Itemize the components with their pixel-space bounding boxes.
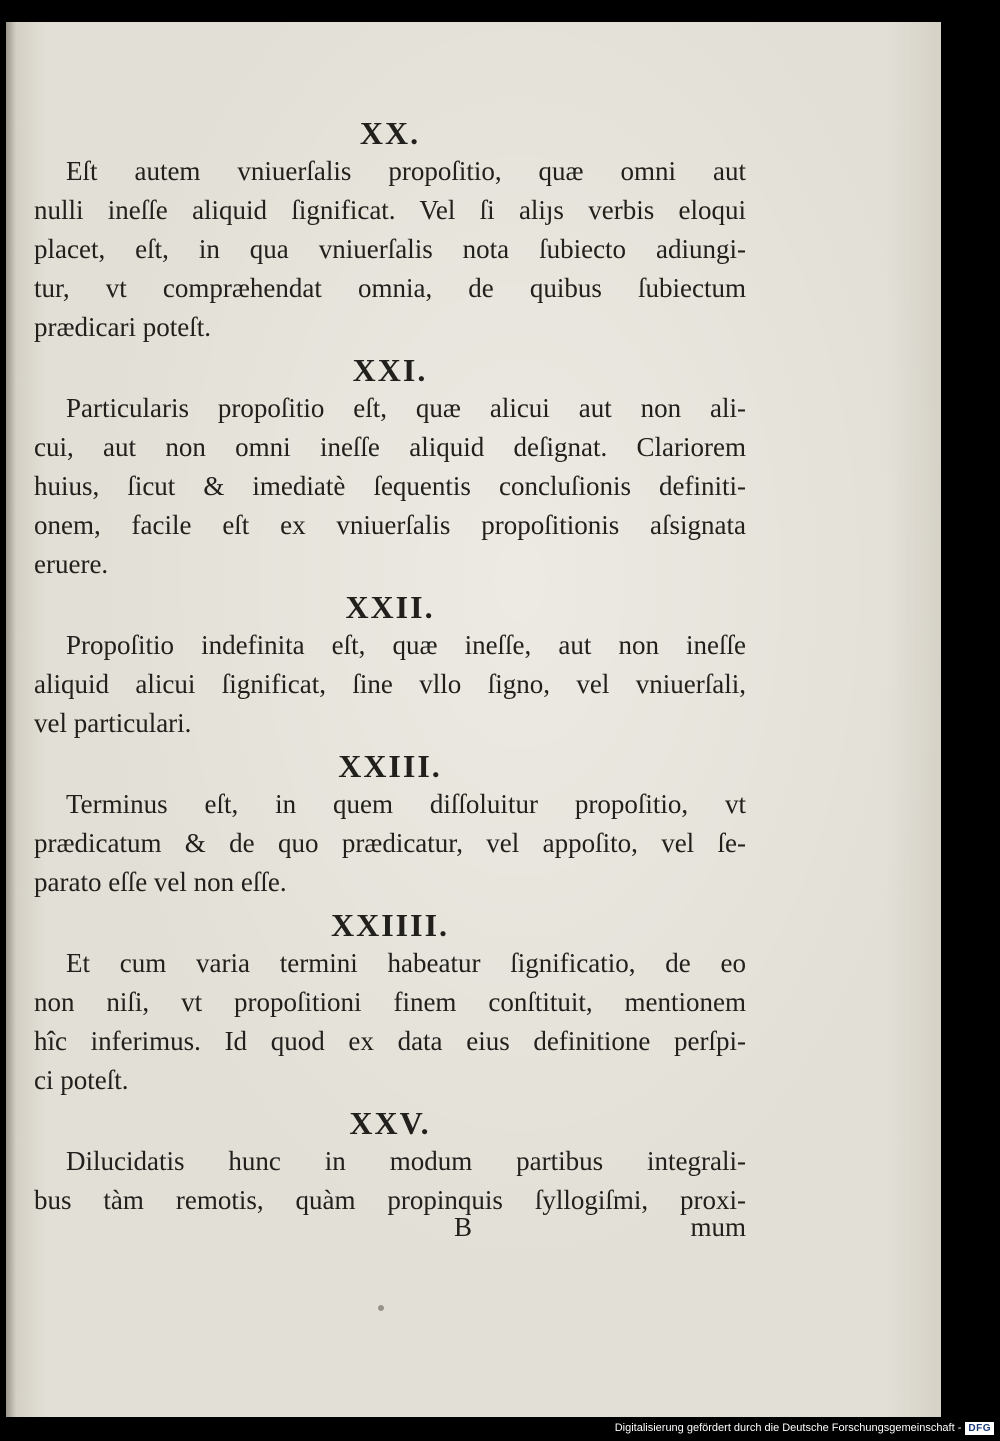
text-line: non niſi, vt propoſitioni finem conſtituit, mentionem [34, 987, 746, 1017]
page-foot-line [34, 1212, 746, 1248]
text-line: ci poteſt. [34, 1065, 129, 1095]
catchword: mum [690, 1212, 746, 1242]
dfg-logo-icon: DFG [965, 1422, 994, 1435]
text-line: placet, eſt, in qua vniuerſalis nota ſubiecto adiungi- [34, 234, 746, 264]
text-line: Eſt autem vniuerſalis propoſitio, quæ omni aut [66, 156, 746, 186]
section-paragraph-xxiiii [34, 944, 746, 1100]
section-paragraph-xxi [34, 389, 746, 584]
text-line: cui, aut non omni ineſſe aliquid deſignat. Clariorem [34, 432, 746, 462]
section-heading-xxiiii: XXIIII. [330, 907, 450, 943]
signature-mark: B [454, 1212, 473, 1242]
binding-shadow [6, 22, 16, 1417]
digitization-footer [615, 1417, 994, 1439]
section-heading-xxv: XXV. [349, 1105, 431, 1141]
text-line: eruere. [34, 549, 109, 579]
text-line: Et cum varia termini habeatur ſignificatio, de eo [66, 948, 746, 978]
section-heading-xx: XX. [359, 115, 421, 151]
section-paragraph-xxiii [34, 785, 746, 902]
text-line: hîc inferimus. Id quod ex data eius definitione perſpi- [34, 1026, 746, 1056]
section-heading-xxii: XXII. [345, 589, 435, 625]
text-line: prædicari poteſt. [34, 312, 211, 342]
text-line: vel particulari. [34, 708, 192, 738]
footer-credit: Digitalisierung gefördert durch die Deutsche Forschungsgemeinschaft - [614, 1422, 962, 1434]
section-paragraph-xxii [34, 626, 746, 743]
text-block [34, 114, 746, 1220]
text-line: tur, vt compræhendat omnia, de quibus ſubiectum [34, 273, 746, 303]
paper-speck [378, 1305, 384, 1311]
text-line: Terminus eſt, in quem diſſoluitur propoſitio, vt [66, 789, 746, 819]
section-paragraph-xx [34, 152, 746, 347]
text-line: nulli ineſſe aliquid ſignificat. Vel ſi aliȷs verbis eloqui [34, 195, 746, 225]
text-line: Particularis propoſitio eſt, quæ alicui aut non ali- [66, 393, 746, 423]
section-heading-xxiii: XXIII. [338, 748, 442, 784]
text-line: bus tàm remotis, quàm propinquis ſyllogiſmi, proxi- [34, 1185, 746, 1215]
text-line: huius, ſicut & imediatè ſequentis concluſionis definiti- [34, 471, 746, 501]
text-line: Dilucidatis hunc in modum partibus integrali- [66, 1146, 746, 1176]
text-line: Propoſitio indefinita eſt, quæ ineſſe, aut non ineſſe [66, 630, 746, 660]
text-line: aliquid alicui ſignificat, ſine vllo ſigno, vel vniuerſali, [34, 669, 746, 699]
text-line: parato eſſe vel non eſſe. [34, 867, 287, 897]
text-line: prædicatum & de quo prædicatur, vel appoſito, vel ſe- [34, 828, 746, 858]
scanned-page [6, 22, 941, 1417]
section-heading-xxi: XXI. [352, 352, 428, 388]
section-paragraph-xxv [34, 1142, 746, 1220]
text-line: onem, facile eſt ex vniuerſalis propoſitionis aſsignata [34, 510, 746, 540]
